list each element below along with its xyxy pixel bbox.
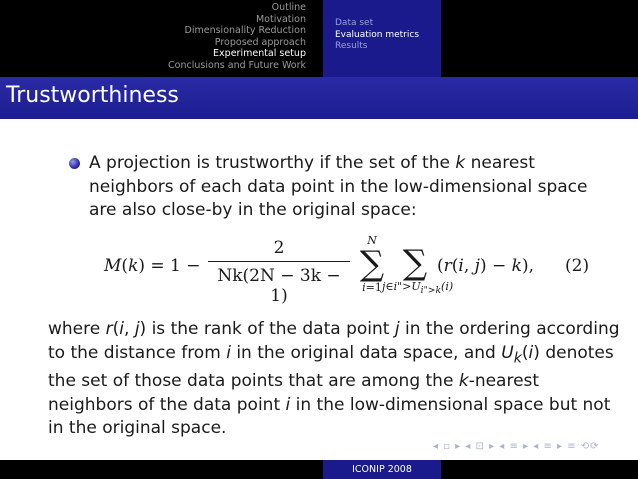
nav-section-proposed-approach[interactable]: Proposed approach bbox=[214, 36, 306, 48]
fraction-numerator: 2 bbox=[273, 238, 285, 258]
subsection-nav bbox=[323, 0, 441, 77]
footer-bar bbox=[0, 460, 638, 479]
equation-fraction bbox=[208, 238, 350, 306]
slide-title: Trustworthiness bbox=[6, 83, 179, 108]
beamer-navigation-icons[interactable]: ◂ ▫ ▸ ◂ ⊡ ▸ ◂ ≡ ▸ ◂ ≡ ▸ ≡ ⟲⟳ bbox=[433, 441, 600, 452]
equation-trustworthiness bbox=[0, 232, 638, 306]
nav-section-dimensionality-reduction[interactable]: Dimensionality Reduction bbox=[184, 25, 306, 37]
frame-title-bar bbox=[0, 77, 638, 119]
equation-number: (2) bbox=[565, 256, 590, 276]
section-nav bbox=[0, 2, 323, 72]
sigma-symbol: ∑ bbox=[402, 243, 428, 283]
sum-upper-limit: N bbox=[367, 234, 377, 247]
header-bar bbox=[0, 0, 638, 77]
nav-section-experimental-setup[interactable]: Experimental setup bbox=[213, 48, 306, 60]
explanation-paragraph: where r(i, j) is the rank of the data point j in the ordering according to the distance from i in the original data space, and $U_k(i)$ denotes the set of those data points that are among the k-nearest neighbors of the data point i in the low-dimensional space but not in the original space. bbox=[48, 319, 620, 439]
nav-subsection-results[interactable]: Results bbox=[335, 41, 368, 51]
nav-section-outline[interactable]: Outline bbox=[271, 2, 306, 13]
sum-lower-limit: i=1 bbox=[362, 281, 382, 294]
fraction-bar bbox=[208, 261, 350, 262]
nav-section-motivation[interactable]: Motivation bbox=[255, 13, 306, 25]
fraction-denominator: Nk(2N − 3k − 1) bbox=[217, 266, 341, 306]
bullet-text: A projection is trustworthy if the set of the k nearest neighbors of each data point in the low-dimensional space are also close-by in the original space: bbox=[89, 153, 588, 220]
bullet-ball-icon bbox=[69, 158, 80, 169]
nav-subsection-evaluation-metrics[interactable]: Evaluation metrics bbox=[335, 29, 420, 40]
equation-lhs: M(k) = 1 − bbox=[104, 256, 201, 276]
sum-lower-limit: $j\in i">U_{i">k}(i)$ bbox=[382, 280, 454, 297]
footer-conference: ICONIP 2008 bbox=[323, 460, 441, 479]
nav-subsection-data-set[interactable]: Data set bbox=[335, 18, 374, 28]
sigma-symbol: ∑ bbox=[359, 244, 385, 284]
nav-section-conclusions[interactable]: Conclusions and Future Work bbox=[168, 59, 306, 71]
equation-rhs: (r(i, j) − k), bbox=[437, 256, 534, 276]
